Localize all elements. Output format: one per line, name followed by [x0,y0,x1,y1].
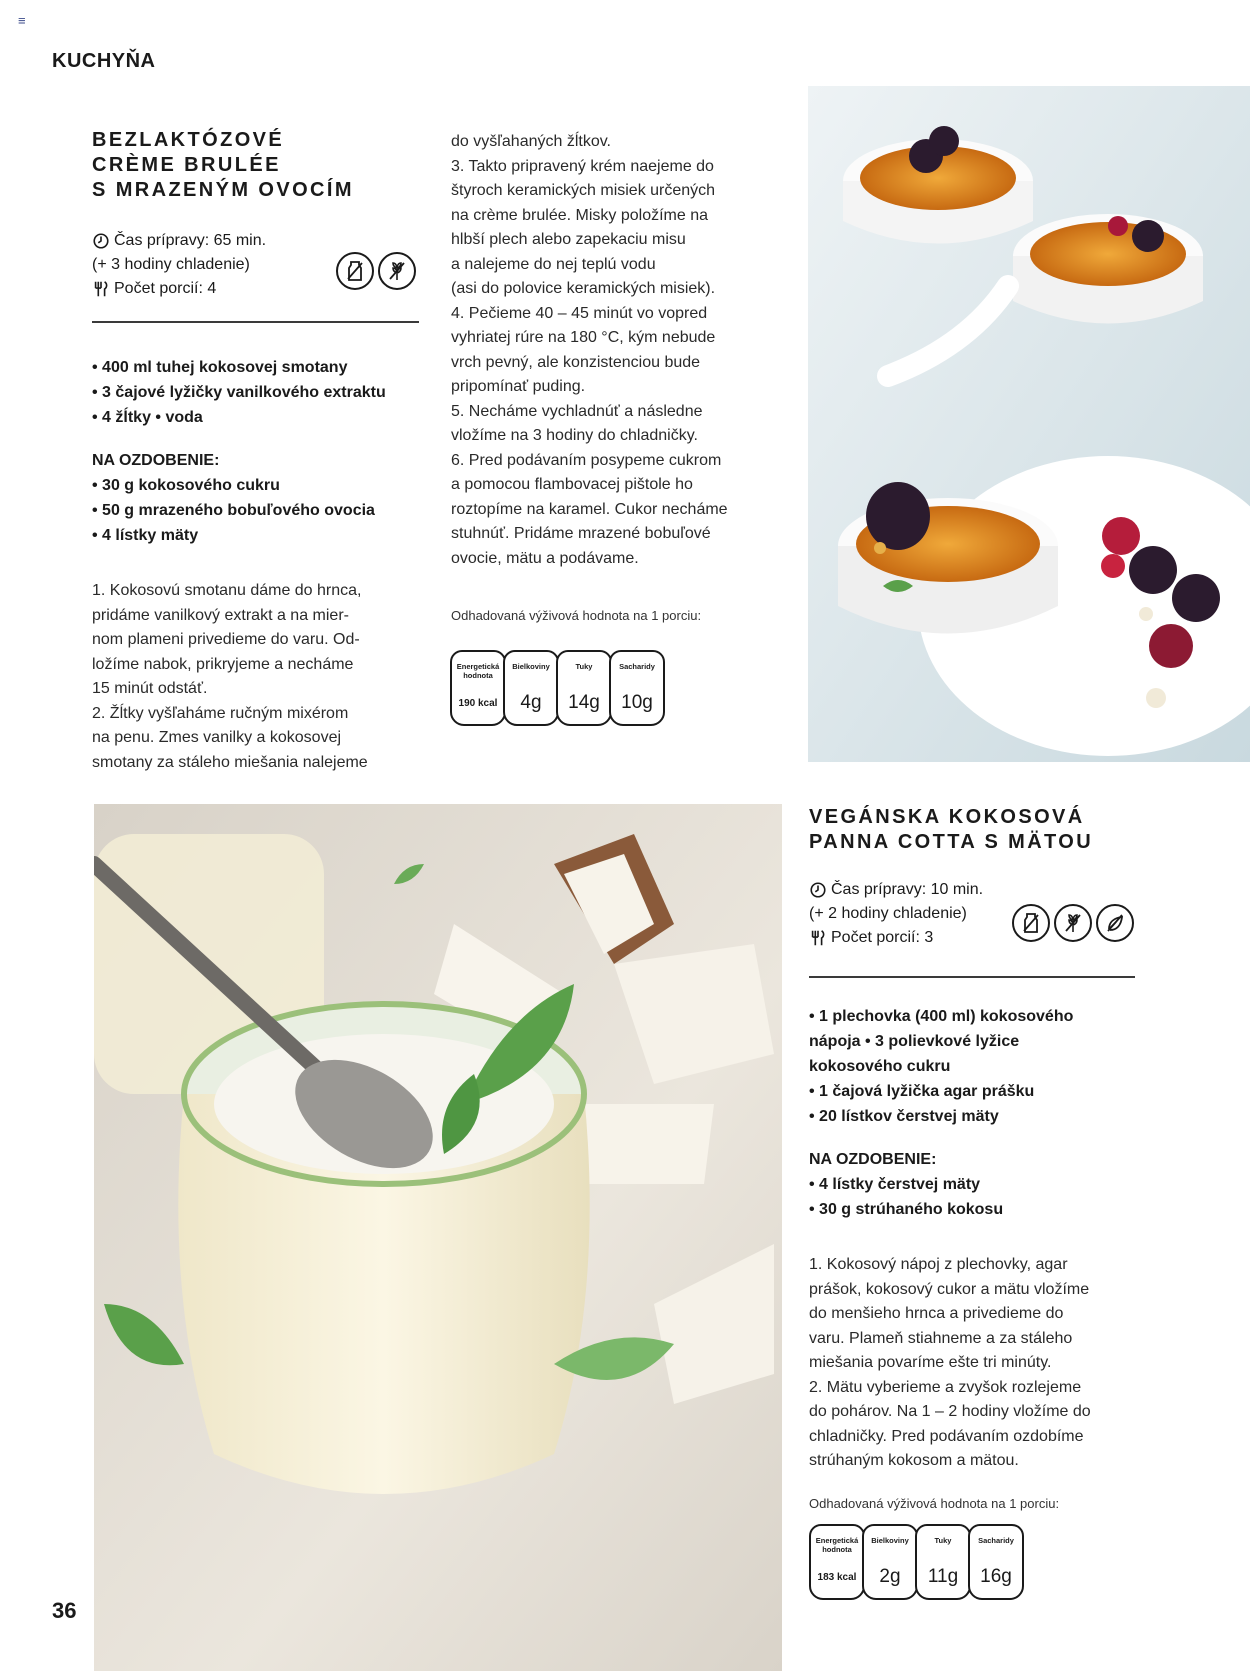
recipe2-nutrition-table [809,1524,1021,1600]
menu-icon[interactable]: ≡ [18,13,26,28]
step-line: 2. Žĺtky vyšľaháme ručným mixérom [92,704,349,722]
ingredient: • 400 ml tuhej kokosovej smotany [92,359,348,376]
section-label: KUCHYŇA [52,50,156,72]
step-line: pridáme vanilkový extrakt a na mier- [92,606,349,624]
portions: Počet porcií: 4 [114,280,217,297]
prep-time: Čas prípravy: 10 min. [831,881,984,898]
nutrition-value: 10g [621,692,653,713]
ingredient: • 1 čajová lyžička agar prášku [809,1083,1035,1100]
nutrition-label: Bielkoviny [871,1536,909,1545]
ingredient: • 20 lístkov čerstvej mäty [809,1108,999,1125]
nutrition-value: 16g [980,1566,1012,1587]
recipe2-steps [809,1253,1091,1474]
nutrition-value: 183 kcal [817,1572,857,1583]
step-line: na crème brulée. Misky položíme na [451,206,708,224]
recipe1-ingredients [92,355,386,548]
step-line: štyroch keramických misiek určených [451,182,716,199]
nutrition-cell-fat [915,1524,971,1600]
chill-line [809,902,983,926]
step-line: a nalejeme do nej teplú vodu [451,255,656,273]
step-line: vložíme na 3 hodiny do chladničky. [451,427,698,444]
step-line: prášok, kokosový cukor a mätu vložíme [809,1280,1090,1298]
step-line: 3. Takto pripravený krém naejeme do [451,157,714,175]
nutrition-cell-fat [556,650,612,726]
step-line: 5. Necháme vychladnúť a následne [451,402,703,420]
recipe2-nutrition-caption: Odhadovaná výživová hodnota na 1 porciu: [809,1496,1060,1511]
nutrition-label: Energetická hodnota [815,1536,859,1554]
step-line: (asi do polovice keramických misiek). [451,280,716,297]
step-line: stuhnúť. Pridáme mrazené bobuľové [451,525,711,542]
garnish-item: • 4 lístky mäty [92,527,199,544]
nutrition-value: 2g [879,1566,901,1587]
title-line: S MRAZENÝM OVOCÍM [92,179,354,201]
ingredient: nápoja • 3 polievkové lyžice [809,1033,1020,1050]
step-line: a pomocou flambovacej pištole ho [451,476,693,493]
ingredient: kokosového cukru [809,1058,951,1075]
step-line: 2. Mätu vyberieme a zvyšok rozlejeme [809,1378,1082,1396]
step-line: ovocie, mätu a podávame. [451,549,639,567]
vegan-icon [1096,904,1134,942]
step-line: varu. Plameň stiahneme a za stáleho [809,1329,1073,1347]
recipe2-ingredients [809,1004,1073,1222]
portions-line [92,277,266,301]
prep-time-line [92,229,266,253]
lactose-free-icon [1012,904,1050,942]
clock-icon [92,232,110,250]
step-line: do menšieho hrnca a privedieme do [809,1305,1064,1322]
garnish-item: • 4 lístky čerstvej mäty [809,1176,981,1193]
prep-time: Čas prípravy: 65 min. [114,232,267,249]
lactose-free-icon [336,252,374,290]
step-line: do vyšľahaných žĺtkov. [451,133,611,150]
nutrition-cell-energy [809,1524,865,1600]
cutlery-icon [809,929,827,947]
recipe2-diet-badges [1012,904,1134,942]
step-line: smotany za stáleho miešania nalejeme [92,753,368,771]
portions-line [809,926,983,950]
nutrition-value: 14g [568,692,600,713]
recipe1-meta [92,229,266,301]
nutrition-value: 4g [520,692,542,713]
chill-line [92,253,266,277]
step-line: na penu. Zmes vanilky a kokosovej [92,729,342,746]
garnish-item: • 50 g mrazeného bobuľového ovocia [92,502,375,519]
nutrition-cell-energy [450,650,506,726]
step-line: chladničky. Pred podávaním ozdobíme [809,1427,1084,1445]
clock-icon [809,881,827,899]
recipe1-title [92,128,354,203]
gluten-free-icon [378,252,416,290]
title-line: PANNA COTTA S MÄTOU [809,831,1094,853]
step-line: do pohárov. Na 1 – 2 hodiny vložíme do [809,1403,1091,1420]
nutrition-cell-carbs [609,650,665,726]
title-line: BEZLAKTÓZOVÉ [92,129,285,151]
portions: Počet porcií: 3 [831,929,934,946]
creme-brulee-photo [808,86,1250,762]
step-line: 1. Kokosový nápoj z plechovky, agar [809,1256,1068,1273]
divider [809,976,1135,978]
step-line: vrch pevný, ale konzistenciou bude [451,353,701,371]
step-line: 15 minút odstáť. [92,680,208,697]
nutrition-label: Energetická hodnota [456,662,500,680]
title-line: VEGÁNSKA KOKOSOVÁ [809,806,1085,828]
nutrition-value: 190 kcal [458,698,498,709]
step-line: ložíme nabok, prikryjeme a necháme [92,655,354,673]
step-line: 1. Kokosovú smotanu dáme do hrnca, [92,582,362,599]
step-line: pripomínať puding. [451,378,586,395]
garnish-heading: NA OZDOBENIE: [809,1151,937,1168]
step-line: nom plameni privedieme do varu. Od- [92,631,360,648]
step-line: miešania povaríme ešte tri minúty. [809,1354,1052,1371]
divider [92,321,419,323]
nutrition-cell-protein [503,650,559,726]
nutrition-cell-protein [862,1524,918,1600]
recipe1-steps-col2 [451,130,728,571]
title-line: CRÈME BRULÉE [92,154,281,176]
nutrition-label: Sacharidy [619,662,655,671]
step-line: roztopíme na karamel. Cukor necháme [451,500,728,518]
step-line: strúhaným kokosom a mätou. [809,1452,1019,1469]
chill-time: (+ 2 hodiny chladenie) [809,905,967,922]
gluten-free-icon [1054,904,1092,942]
recipe2-meta [809,878,983,950]
nutrition-label: Tuky [575,662,593,671]
nutrition-label: Tuky [934,1536,952,1545]
recipe1-nutrition-table [450,650,662,726]
page-number: 36 [52,1598,77,1623]
garnish-item: • 30 g kokosového cukru [92,477,280,494]
chill-time: (+ 3 hodiny chladenie) [92,256,250,273]
nutrition-label: Sacharidy [978,1536,1014,1545]
recipe1-steps-col1 [92,579,368,775]
cutlery-icon [92,280,110,298]
ingredient: • 3 čajové lyžičky vanilkového extraktu [92,384,386,401]
ingredient: • 4 žĺtky • voda [92,409,203,426]
recipe2-title [809,805,1093,855]
recipe1-diet-badges [336,252,416,290]
nutrition-value: 11g [927,1566,959,1587]
step-line: 6. Pred podávaním posypeme cukrom [451,451,722,469]
recipe1-nutrition-caption: Odhadovaná výživová hodnota na 1 porciu: [451,608,702,623]
prep-time-line [809,878,983,902]
nutrition-cell-carbs [968,1524,1024,1600]
ingredient: • 1 plechovka (400 ml) kokosového [809,1008,1074,1025]
step-line: 4. Pečieme 40 – 45 minút vo vopred [451,304,708,322]
step-line: hlbší plech alebo zapekaciu misu [451,231,686,248]
garnish-heading: NA OZDOBENIE: [92,452,220,469]
garnish-item: • 30 g strúhaného kokosu [809,1201,1004,1218]
panna-cotta-photo [94,804,782,1671]
step-line: vyhriatej rúre na 180 °C, kým nebude [451,329,716,346]
nutrition-label: Bielkoviny [512,662,550,671]
